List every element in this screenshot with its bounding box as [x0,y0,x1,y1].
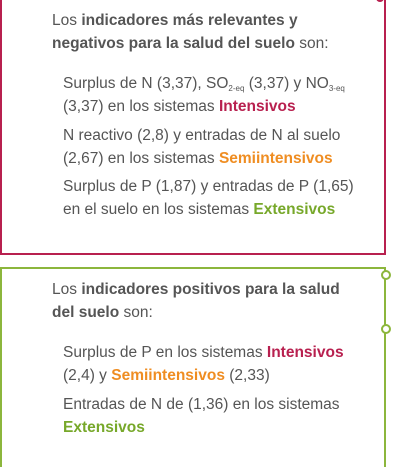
intro-text: Los [52,12,82,29]
item-text: N reactivo (2,8) y entradas de N al suelo (2,67) en los sistemas [63,127,341,167]
label-intensivos: Intensivos [218,98,296,115]
intro-bold: indicadores más relevantes y negativos para la salud del suelo [52,12,298,52]
item-text: Entradas de N de (1,36) en los sistemas [63,396,340,413]
item-text: (3,37) y NO [244,75,329,92]
label-semiintensivos: Semiintensivos [218,150,333,167]
connector-dot [381,324,391,334]
intro-text: Los [52,281,82,298]
subscript: 2-eq [228,84,245,93]
subscript: 3-eq [328,84,345,93]
positive-intro [52,278,352,324]
item-text: (3,37) en los sistemas [63,98,219,115]
item-text: Surplus de P (1,87) y entradas de P (1,65) en el suelo en los sistemas [63,178,354,218]
label-extensivos: Extensivos [63,419,145,436]
negative-item-1 [63,72,363,118]
connector-dot [381,270,391,280]
item-text: (2,33) [224,367,270,384]
item-text: Surplus de P en los sistemas [63,344,267,361]
item-text: Surplus de N (3,37), SO [63,75,229,92]
label-semiintensivos: Semiintensivos [111,367,225,384]
intro-text: son: [294,35,329,52]
positive-item-1 [63,341,363,387]
label-intensivos: Intensivos [266,344,344,361]
negative-item-2 [63,124,363,170]
intro-bold: indicadores positivos para la salud del suelo [52,281,340,321]
positive-item-2 [63,393,363,439]
label-extensivos: Extensivos [253,201,336,218]
negative-item-3 [63,175,363,221]
item-text: (2,4) y [63,367,112,384]
negative-intro [52,9,352,55]
intro-text: son: [119,304,153,321]
